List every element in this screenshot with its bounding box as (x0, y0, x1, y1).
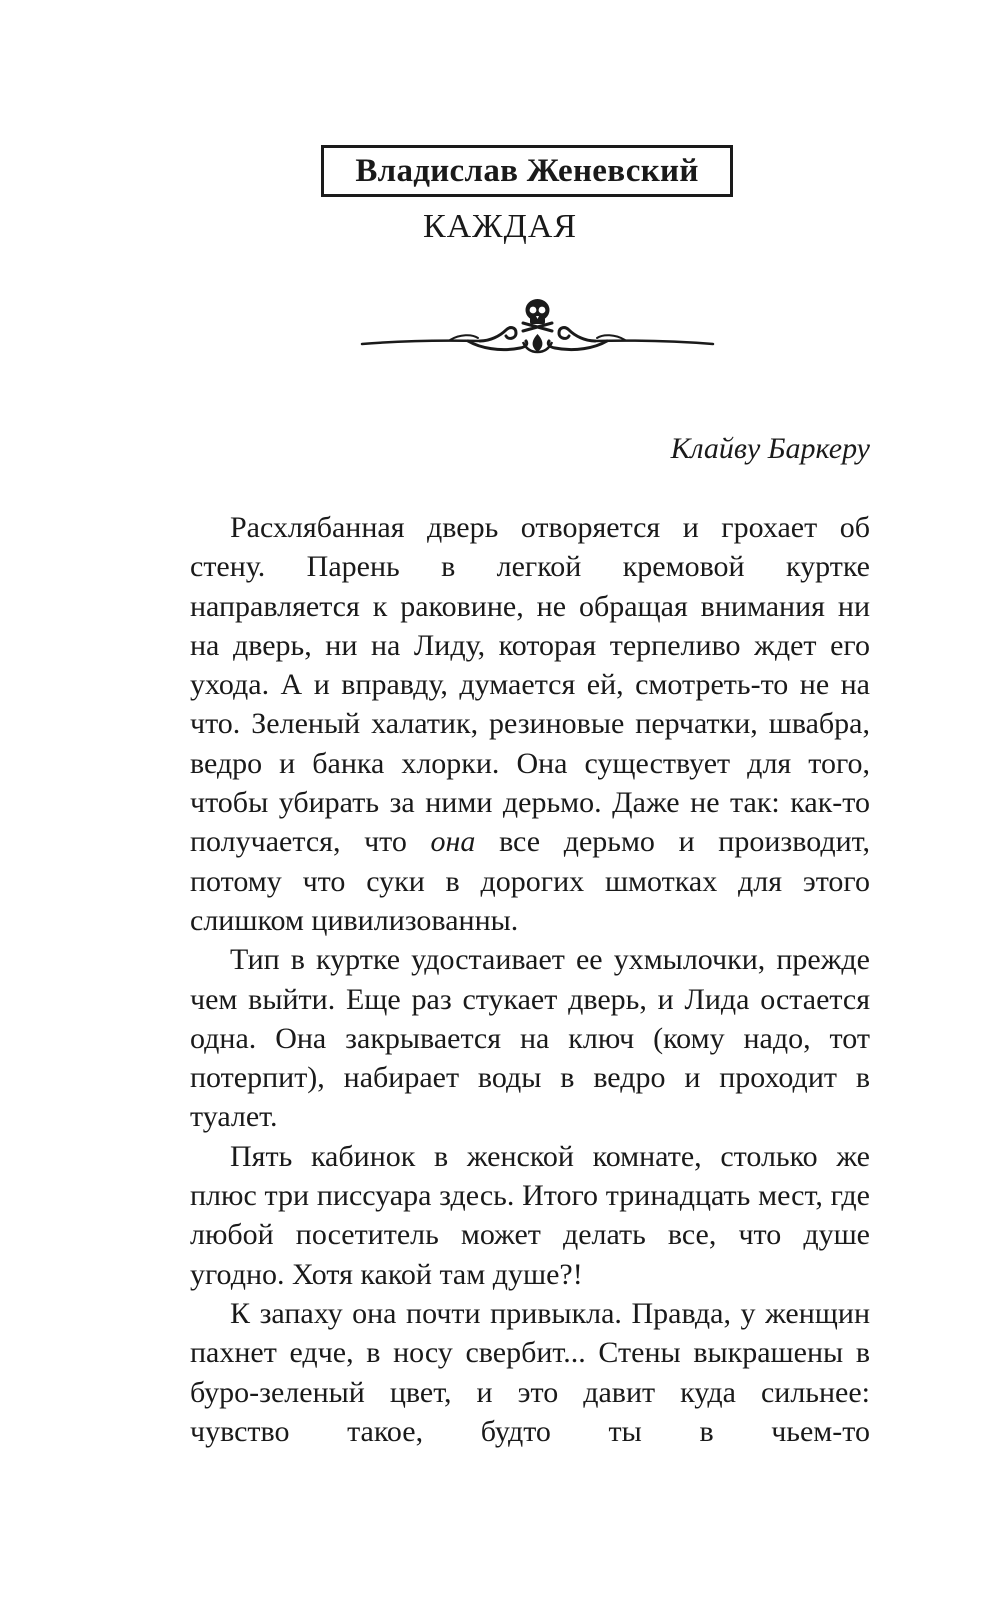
paragraph-1-part-1: Расхлябанная дверь отворяется и грохает об стену. Парень в легкой кремовой куртке направляется к раковине, не обращая внимания ни на дверь, ни на Лиду, которая терпеливо ждет его ухода. А и вправду, думается ей, смотреть-то не на что. Зеленый халатик, резиновые перчатки, швабра, ведро и банка хлорки. Она существует для того, чтобы убирать за ними дерьмо. Даже не так: как-то получается, что (190, 511, 870, 859)
skull-flourish-ornament-icon (360, 296, 715, 366)
flourish-right (548, 328, 713, 350)
paragraph-2: Тип в куртке удостаивает ее ухмылочки, прежде чем выйти. Еще раз стукает дверь, и Лида остается одна. Она закрывается на ключ (кому надо, тот потерпит), набирает воды в ведро и проходит в туалет. (190, 943, 870, 1134)
body-text (190, 508, 870, 1451)
author-name-box (321, 145, 733, 197)
paragraph-3: Пять кабинок в женской комнате, столько же плюс три писсуара здесь. Итого тринадцать мест, где любой посетитель может делать все, что душе угодно. Хотя какой там душе?! (190, 1139, 870, 1291)
flourish-left (362, 328, 527, 350)
paragraph-1-part-2: все дерьмо и производит, потому что суки в дорогих шмотках для этого слишком цивилизованны. (190, 825, 870, 937)
story-title: КАЖДАЯ (422, 208, 578, 245)
paragraph-1 (190, 508, 870, 940)
dedication: Клайву Баркеру (670, 432, 870, 465)
paragraph-4: К запаху она почти привыкла. Правда, у женщин пахнет едче, в носу свербит... Стены выкрашены в буро-зеленый цвет, и это давит куда сильнее: чувство такое, будто ты в чьем-то (190, 1296, 870, 1448)
paragraph-1-italic: она (430, 825, 476, 859)
author-name: Владислав Женевский (355, 152, 699, 189)
flourish-center (533, 334, 543, 352)
skull-icon (523, 299, 552, 331)
